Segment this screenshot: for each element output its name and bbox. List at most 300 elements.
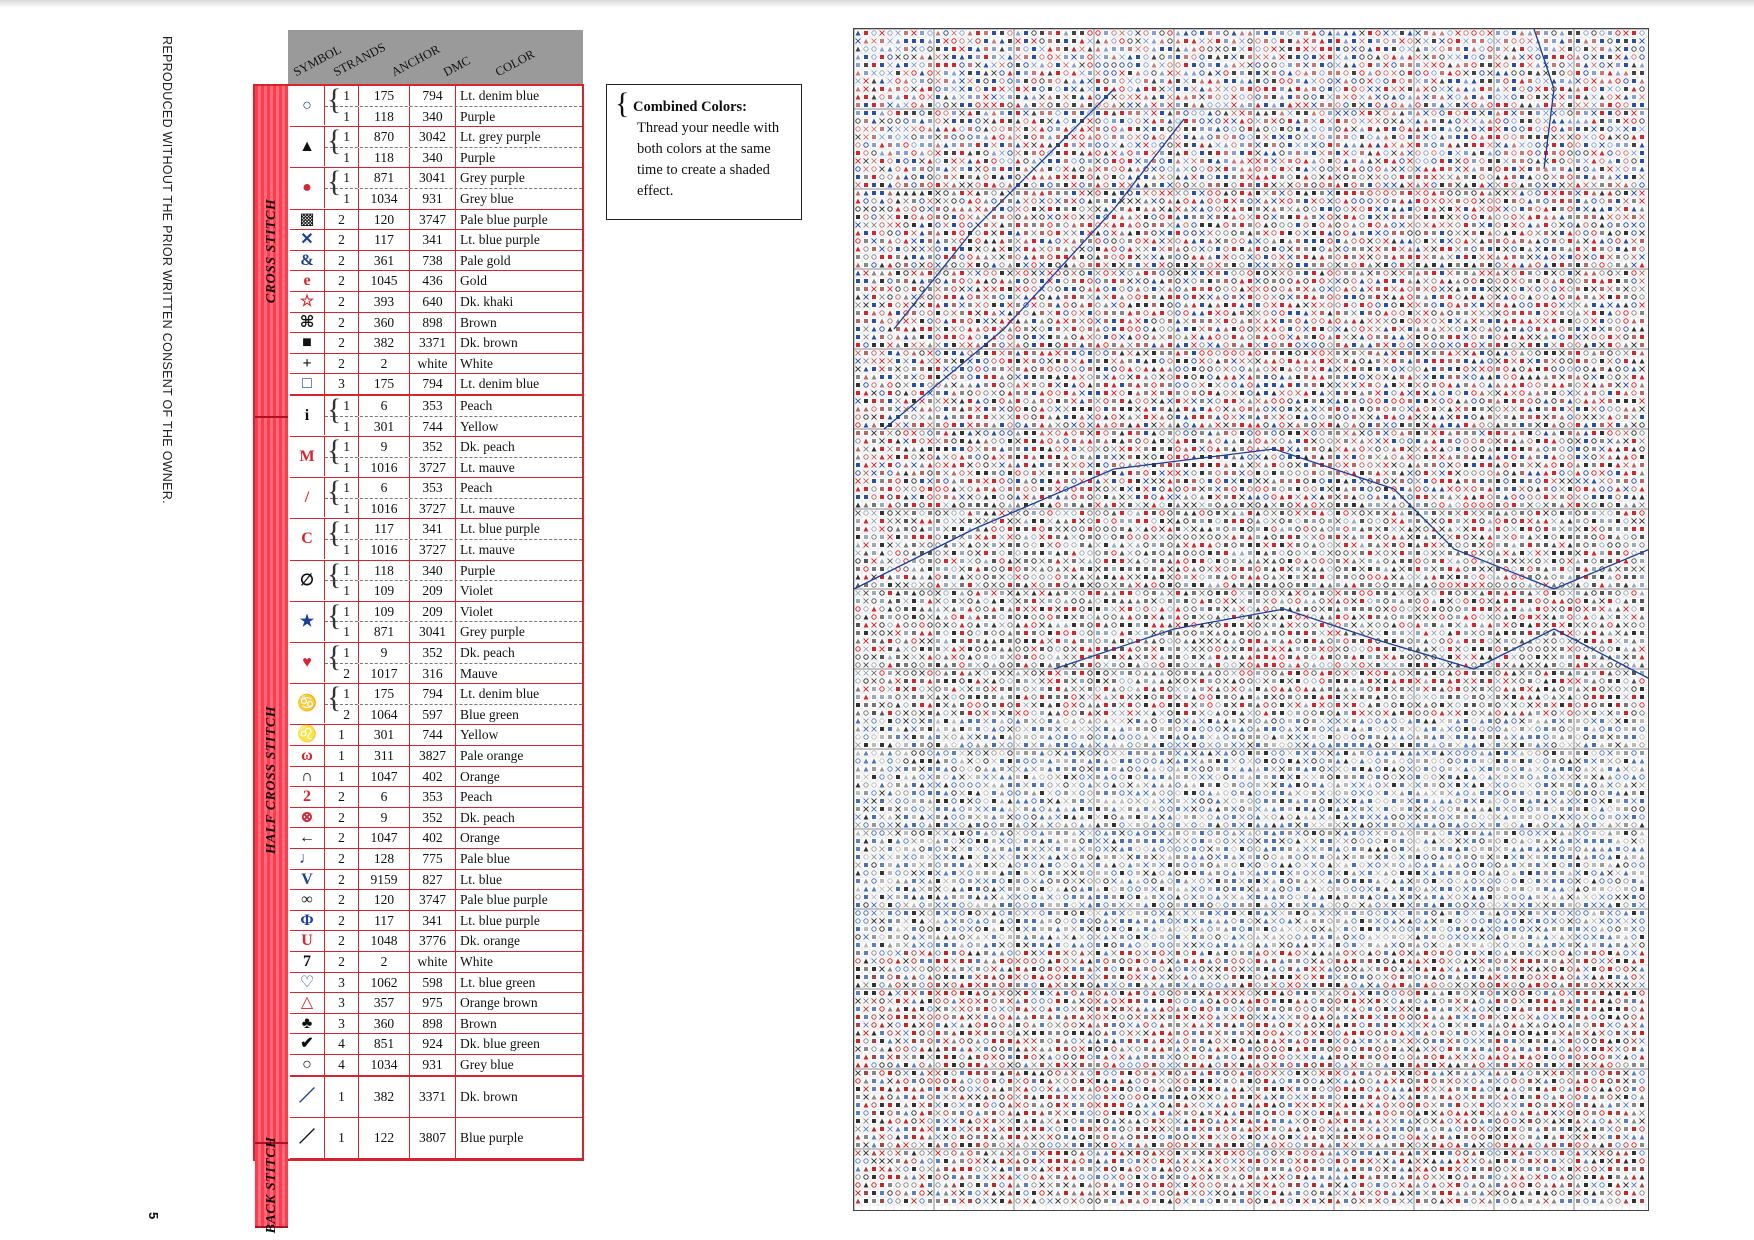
key-line [325,189,582,209]
key-line [325,787,582,807]
strands-value: 2 [325,271,359,291]
anchor-value: 118 [359,107,410,127]
key-line [325,292,582,312]
key-line [325,374,582,394]
anchor-value: 6 [359,396,410,416]
key-entry [290,911,582,932]
dmc-value: 402 [410,828,456,848]
stitch-symbol-icon: ／ [290,1077,325,1117]
key-entry [290,124,582,168]
anchor-value: 2 [359,952,410,972]
key-line [325,86,582,107]
anchor-value: 175 [359,684,410,704]
dmc-value: 340 [410,107,456,127]
strands-value: 1 [325,684,359,704]
color-name: Yellow [460,418,499,434]
dmc-value: 3041 [410,168,456,188]
dmc-value: 598 [410,973,456,993]
color-name: Gold [460,273,487,289]
color-name: Lt. blue purple [460,232,540,248]
dmc-value: 975 [410,993,456,1013]
anchor-value: 9159 [359,870,410,890]
key-line [325,354,582,374]
anchor-value: 1064 [359,705,410,725]
key-entry [290,313,582,334]
key-entry [290,725,582,746]
dmc-value: 436 [410,271,456,291]
key-entry [290,973,582,994]
key-entry [290,251,582,272]
key-line [325,437,582,458]
dmc-value: 597 [410,705,456,725]
key-line [325,107,582,127]
dmc-value: 744 [410,725,456,745]
stitch-grid [854,29,1649,1211]
color-name: Dk. khaki [460,293,514,309]
key-entry [290,475,582,519]
stitch-symbol-icon: ■ [290,333,325,353]
chart-stitches [854,29,1649,1211]
strands-value: 1 [325,746,359,766]
stitch-symbol-icon: ♡ [290,973,325,993]
color-name: Violet [460,603,493,619]
strands-value: 1 [325,168,359,188]
brace-icon: { [327,165,342,199]
key-line [325,767,582,787]
strands-value: 2 [325,210,359,230]
section-back-stitch [255,1136,288,1234]
key-line [325,993,582,1013]
brace-icon: { [327,124,342,158]
anchor-value: 1034 [359,189,410,209]
stitch-symbol-icon: 7 [290,952,325,972]
key-entry [290,993,582,1014]
stitch-symbol-icon: e [290,271,325,291]
anchor-value: 118 [359,148,410,168]
anchor-value: 118 [359,561,410,581]
strands-value: 1 [325,86,359,106]
color-name: Pale blue [460,850,510,866]
anchor-value: 9 [359,437,410,457]
strands-value: 1 [325,519,359,539]
color-name: Dk. peach [460,645,515,661]
dmc-value: 3727 [410,540,456,560]
stitch-symbol-icon: ✕ [290,230,325,250]
key-line [325,540,582,560]
strands-value: 2 [325,911,359,931]
strands-value: 1 [325,767,359,787]
dmc-value: 898 [410,1014,456,1034]
anchor-value: 6 [359,787,410,807]
dmc-value: 640 [410,292,456,312]
header-anchor: ANCHOR [388,41,443,80]
stitch-symbol-icon: ♋ [290,684,325,723]
key-line [325,458,582,478]
key-entry [290,354,582,375]
brace-icon: { [327,392,342,426]
key-line [325,230,582,250]
strands-value: 1 [325,540,359,560]
dmc-value: 794 [410,374,456,394]
brace-icon: { [327,83,342,116]
dmc-value: 931 [410,189,456,209]
color-name: White [460,953,493,969]
dmc-value: 3747 [410,890,456,910]
strands-value: 2 [325,890,359,910]
strands-value: 3 [325,973,359,993]
anchor-value: 2 [359,354,410,374]
color-name: Lt. mauve [460,542,515,558]
key-entry [290,333,582,354]
color-name: Lt. blue purple [460,521,540,537]
color-name: Orange [460,830,500,846]
key-line [325,417,582,437]
anchor-value: 1016 [359,499,410,519]
stitch-symbol-icon: ♩ [290,849,325,869]
stitch-symbol-icon: ♌ [290,725,325,745]
stitch-symbol-icon: ⊗ [290,808,325,828]
anchor-value: 6 [359,478,410,498]
color-name: Lt. grey purple [460,129,541,145]
dmc-value: 209 [410,581,456,601]
stitch-symbol-icon: Φ [290,911,325,931]
key-entry [290,787,582,808]
strands-value: 1 [325,107,359,127]
color-name: Grey blue [460,190,514,206]
color-name: Orange [460,768,500,784]
stitch-symbol-icon: U [290,931,325,951]
key-line [325,313,582,333]
key-header [288,30,583,84]
stitch-symbol-icon: ⌘ [290,313,325,333]
color-name: Lt. blue purple [460,912,540,928]
color-name: Lt. denim blue [460,376,540,392]
anchor-value: 9 [359,643,410,663]
strands-value: 2 [325,705,359,725]
key-entry [290,890,582,911]
page-number: 5 [146,1212,161,1220]
strands-value: 2 [325,787,359,807]
combined-title: Combined Colors: [633,99,747,115]
anchor-value: 360 [359,313,410,333]
dmc-value: white [410,952,456,972]
dmc-value: 775 [410,849,456,869]
key-entry [290,557,582,602]
key-entry [290,230,582,251]
dmc-value: 3042 [410,127,456,147]
stitch-symbol-icon: ／ [290,1118,325,1158]
stitch-symbol-icon: ✔ [290,1034,325,1054]
key-entry [290,271,582,292]
key-entry [290,681,582,725]
color-name: Blue green [460,706,519,722]
dmc-value: 3747 [410,210,456,230]
key-line [325,664,582,684]
anchor-value: 360 [359,1014,410,1034]
key-entry [290,165,582,209]
key-line [325,911,582,931]
anchor-value: 9 [359,808,410,828]
key-line [325,705,582,725]
key-line [325,1055,582,1075]
key-line [325,931,582,951]
strands-value: 1 [325,643,359,663]
anchor-value: 1048 [359,931,410,951]
color-name: Dk. brown [460,335,518,351]
copyright-note: REPRODUCED WITHOUT THE PRIOR WRITTEN CONSENT OF THE OWNER. [160,36,174,504]
anchor-value: 122 [359,1118,410,1158]
color-name: Grey purple [460,624,525,640]
key-entry [290,1118,582,1159]
strands-value: 2 [325,828,359,848]
key-line [325,870,582,890]
key-entry [290,516,582,560]
dmc-value: 352 [410,437,456,457]
strands-value: 1 [325,458,359,478]
stitch-symbol-icon: 2 [290,787,325,807]
color-name: White [460,355,493,371]
key-entry [290,292,582,313]
stitch-symbol-icon: ∅ [290,561,325,600]
dmc-value: white [410,354,456,374]
color-name: Pale gold [460,252,511,268]
strands-value: 1 [325,499,359,519]
strands-value: 2 [325,251,359,271]
dmc-value: 738 [410,251,456,271]
dmc-value: 316 [410,664,456,684]
anchor-value: 1016 [359,458,410,478]
key-line [325,251,582,271]
cross-stitch-chart [853,28,1649,1211]
key-entry [290,392,582,437]
strands-value: 1 [325,437,359,457]
dmc-value: 353 [410,478,456,498]
key-line [325,828,582,848]
anchor-value: 1047 [359,767,410,787]
key-entry [290,828,582,849]
anchor-value: 120 [359,890,410,910]
header-strands: STRANDS [330,40,388,80]
combined-text: Thread your needle with both colors at the same time to create a shaded effect. [637,120,780,199]
dmc-value: 924 [410,1034,456,1054]
key-entry [290,952,582,973]
key-line [325,890,582,910]
strands-value: 1 [325,602,359,622]
stitch-symbol-icon: □ [290,374,325,394]
anchor-value: 1062 [359,973,410,993]
anchor-value: 109 [359,581,410,601]
strands-value: 2 [325,870,359,890]
color-name: Orange brown [460,995,538,1011]
strands-value: 3 [325,1014,359,1034]
strands-value: 1 [325,1077,359,1117]
stitch-symbol-icon: ∩ [290,767,325,787]
color-name: Dk. peach [460,439,515,455]
dmc-value: 3727 [410,458,456,478]
dmc-value: 209 [410,602,456,622]
dmc-value: 340 [410,561,456,581]
anchor-value: 1034 [359,1055,410,1075]
key-entry [290,1055,582,1077]
color-name: Purple [460,108,496,124]
strands-value: 4 [325,1055,359,1075]
key-entry [290,931,582,952]
brace-icon: { [327,516,342,550]
key-line [325,1014,582,1034]
stitch-symbol-icon: ○ [290,86,325,125]
color-name: Dk. blue green [460,1036,540,1052]
strands-value: 4 [325,1034,359,1054]
dmc-value: 3807 [410,1118,456,1158]
key-entry [290,767,582,788]
key-line [325,952,582,972]
color-name: Violet [460,583,493,599]
color-name: Pale orange [460,748,524,763]
anchor-value: 361 [359,251,410,271]
dmc-value: 341 [410,230,456,250]
color-name: Dk. peach [460,809,515,825]
stitch-symbol-icon: ω [290,746,325,766]
key-line [325,725,582,745]
anchor-value: 870 [359,127,410,147]
dmc-value: 3041 [410,622,456,642]
color-name: Pale blue purple [460,892,548,908]
brace-icon: { [327,681,342,715]
anchor-value: 301 [359,725,410,745]
header-dmc: DMC [440,53,473,80]
strands-value: 1 [325,148,359,168]
brace-icon: { [327,598,342,632]
strands-value: 2 [325,931,359,951]
stitch-symbol-icon: ☆ [290,292,325,312]
key-entry [290,434,582,478]
stitch-symbol-icon: ♣ [290,1014,325,1034]
key-line [325,561,582,582]
section-back-label: BACK STITCH [263,1136,279,1234]
color-name: Dk. brown [460,1088,518,1104]
color-name: Brown [460,1015,497,1031]
anchor-value: 120 [359,210,410,230]
dmc-value: 353 [410,396,456,416]
color-name: Pale blue purple [460,211,548,227]
anchor-value: 357 [359,993,410,1013]
stitch-symbol-icon: ★ [290,602,325,641]
key-line [325,127,582,148]
key-line [325,622,582,642]
key-line [325,210,582,230]
key-line [325,808,582,828]
anchor-value: 311 [359,746,410,766]
anchor-value: 393 [359,292,410,312]
color-name: Yellow [460,727,499,743]
key-body [253,83,584,1234]
stitch-symbol-icon: & [290,251,325,271]
anchor-value: 382 [359,1077,410,1117]
stitch-symbol-icon: C [290,519,325,558]
anchor-value: 109 [359,602,410,622]
anchor-value: 1045 [359,271,410,291]
key-rows [290,83,582,1159]
stitch-symbol-icon: △ [290,993,325,1013]
key-line [325,148,582,168]
key-line [325,643,582,664]
strands-value: 1 [325,561,359,581]
strands-value: 2 [325,808,359,828]
anchor-value: 117 [359,911,410,931]
brace-icon: { [327,434,342,468]
color-name: Mauve [460,665,498,681]
color-name: Peach [460,789,493,805]
color-name: Lt. denim blue [460,88,540,103]
color-name: Purple [460,562,496,578]
dmc-value: 353 [410,787,456,807]
anchor-value: 175 [359,374,410,394]
color-name: Dk. orange [460,933,520,949]
key-line [325,499,582,519]
dmc-value: 352 [410,808,456,828]
dmc-value: 340 [410,148,456,168]
key-line [325,973,582,993]
combined-colors-box [606,84,802,220]
stitch-symbol-icon: + [290,354,325,374]
anchor-value: 1016 [359,540,410,560]
brace-icon: { [615,87,630,120]
anchor-value: 301 [359,417,410,437]
anchor-value: 851 [359,1034,410,1054]
dmc-value: 352 [410,643,456,663]
strands-value: 1 [325,396,359,416]
anchor-value: 175 [359,86,410,106]
key-line [325,1118,582,1158]
key-line [325,746,582,766]
stitch-symbol-icon: ● [290,168,325,207]
stitch-symbol-icon: i [290,396,325,435]
strands-value: 1 [325,478,359,498]
key-entry [290,1077,582,1118]
anchor-value: 117 [359,230,410,250]
key-entry [290,1014,582,1035]
strands-value: 3 [325,374,359,394]
strands-value: 1 [325,581,359,601]
stitch-symbol-icon: ♥ [290,643,325,682]
color-name: Lt. denim blue [460,686,540,702]
anchor-value: 871 [359,168,410,188]
dmc-value: 402 [410,767,456,787]
strands-value: 2 [325,664,359,684]
dmc-value: 3727 [410,499,456,519]
color-name: Lt. mauve [460,500,515,516]
strands-value: 2 [325,354,359,374]
dmc-value: 341 [410,519,456,539]
anchor-value: 382 [359,333,410,353]
strands-value: 1 [325,127,359,147]
key-line [325,849,582,869]
dmc-value: 3776 [410,931,456,951]
strands-value: 1 [325,189,359,209]
key-line [325,396,582,417]
color-name: Lt. blue [460,871,502,887]
dmc-value: 827 [410,870,456,890]
color-name: Purple [460,149,496,165]
header-color: COLOR [492,46,537,80]
brace-icon: { [327,640,342,674]
anchor-value: 128 [359,849,410,869]
brace-icon: { [327,475,342,509]
anchor-value: 1047 [359,828,410,848]
strands-value: 1 [325,622,359,642]
dmc-value: 931 [410,1055,456,1075]
section-cross-stitch [255,86,288,418]
